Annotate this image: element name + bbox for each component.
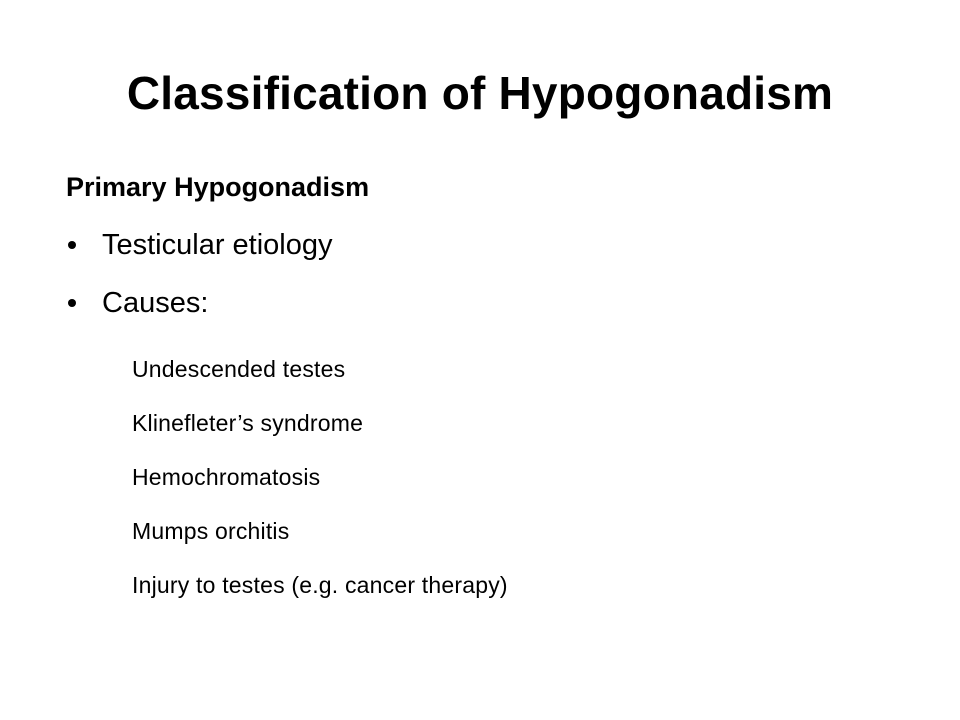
bullet-text: Testicular etiology bbox=[102, 229, 333, 261]
cause-item: Undescended testes bbox=[132, 356, 346, 382]
slide-title: Classification of Hypogonadism bbox=[126, 67, 834, 119]
bullet-item-testicular-etiology bbox=[66, 225, 333, 265]
cause-item: Klinefleter’s syndrome bbox=[132, 410, 364, 436]
bullet-text: Causes: bbox=[102, 287, 209, 319]
cause-item: Injury to testes (e.g. cancer therapy) bbox=[132, 572, 508, 598]
cause-item: Hemochromatosis bbox=[132, 464, 321, 490]
bullet-dot-icon bbox=[68, 241, 76, 249]
bullet-dot-icon bbox=[68, 299, 76, 307]
bullet-list bbox=[66, 225, 333, 341]
causes-list bbox=[132, 351, 508, 621]
section-heading: Primary Hypogonadism bbox=[66, 172, 370, 202]
bullet-item-causes bbox=[66, 283, 333, 323]
cause-item: Mumps orchitis bbox=[132, 518, 290, 544]
